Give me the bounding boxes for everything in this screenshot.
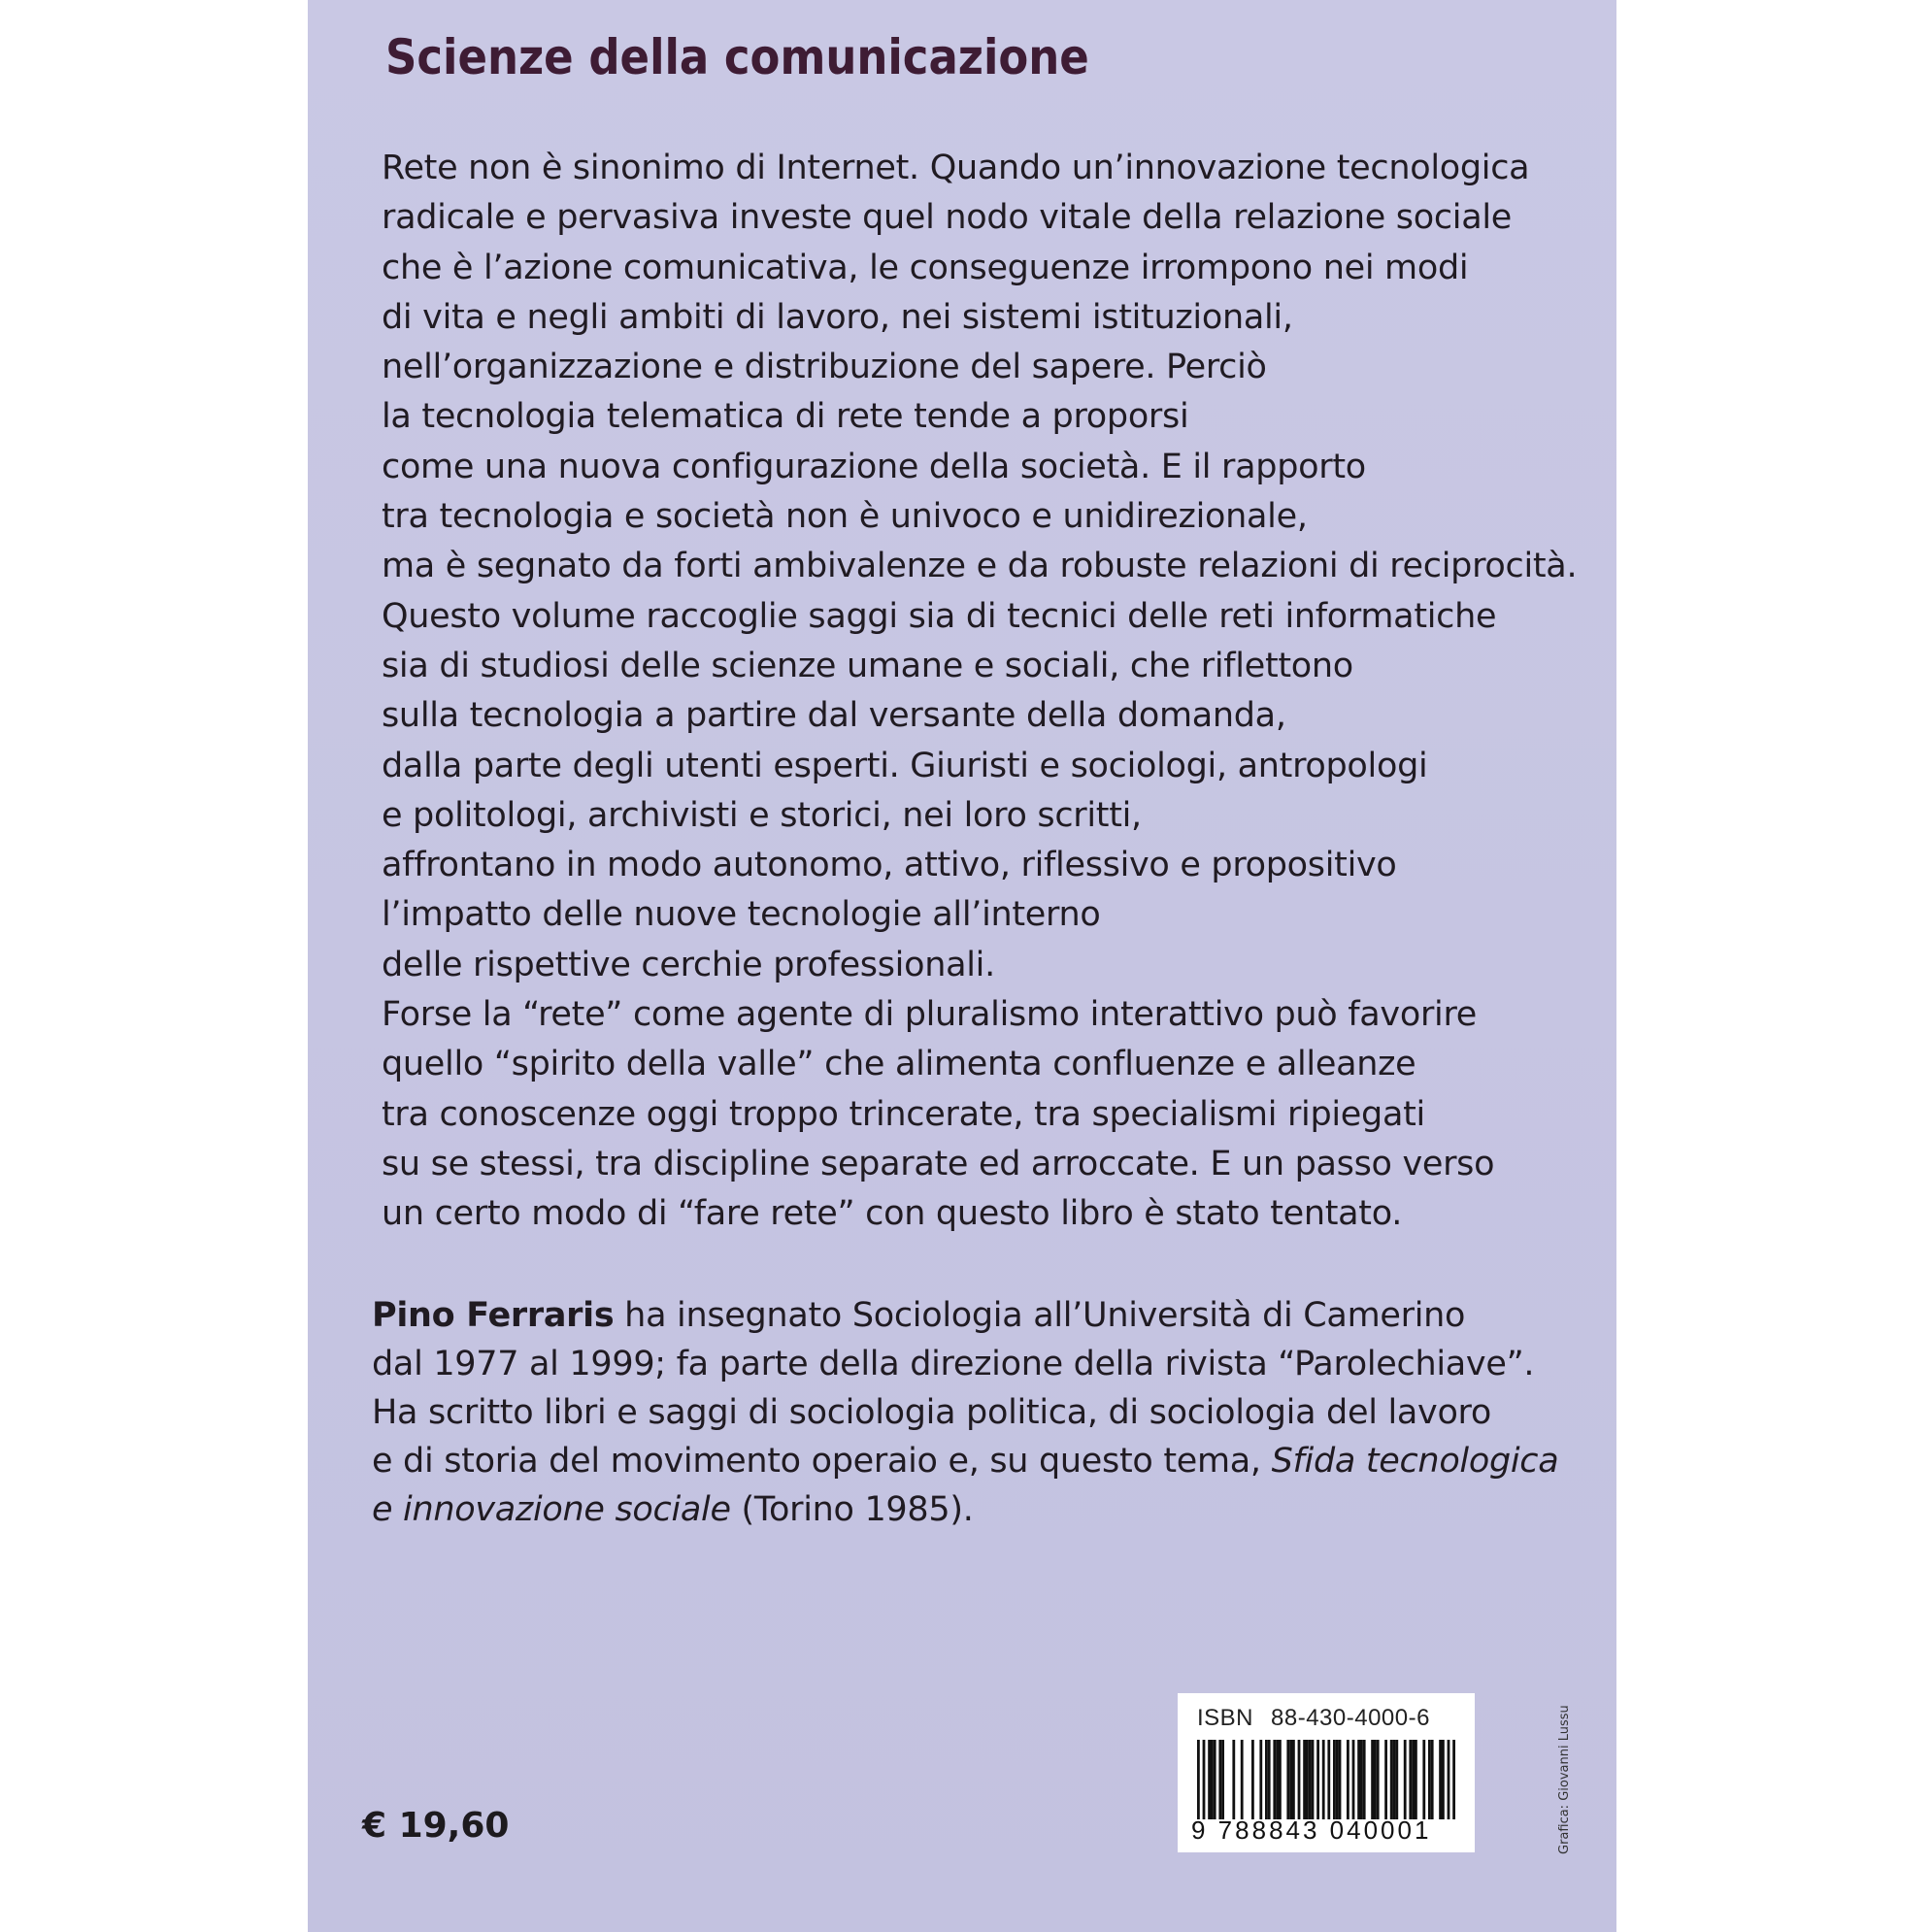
barcode-bar — [1279, 1740, 1282, 1819]
blurb-line: Rete non è sinonimo di Internet. Quando un’innovazione tecnologica — [382, 149, 1530, 187]
blurb-line: e politologi, archivisti e storici, nei loro scritti, — [382, 795, 1142, 835]
barcode-bar — [1415, 1740, 1417, 1819]
barcode-bar — [1312, 1740, 1315, 1819]
barcode-bar — [1265, 1740, 1268, 1819]
barcode-bar — [1422, 1740, 1425, 1819]
blurb-line: un certo modo di “fare rete” con questo libro è stato tentato. — [382, 1194, 1403, 1234]
blurb-line: dalla parte degli utenti esperti. Giuristi e sociologi, antropologi — [382, 746, 1428, 785]
blurb-line: su se stessi, tra discipline separate ed arroccate. E un passo verso — [382, 1144, 1495, 1183]
barcode-bar — [1286, 1740, 1289, 1819]
blurb-line: Forse la “rete” come agente di pluralismo interattivo può favorire — [382, 995, 1478, 1035]
barcode-bar — [1251, 1740, 1254, 1819]
blurb-line: ma è segnato da forti ambivalenze e da robuste relazioni di reciprocità. — [382, 547, 1578, 586]
book-title: e innovazione sociale — [372, 1490, 731, 1529]
barcode-bar — [1439, 1740, 1442, 1819]
barcode-bar — [1208, 1740, 1211, 1819]
barcode-bar — [1292, 1740, 1295, 1819]
bio-text: (Torino 1985). — [730, 1490, 974, 1529]
barcode-bar — [1452, 1740, 1455, 1819]
barcode-bar — [1214, 1740, 1216, 1819]
barcode-bar — [1360, 1740, 1363, 1819]
isbn-label: ISBN — [1197, 1705, 1254, 1731]
barcode-bar — [1442, 1740, 1445, 1819]
barcode-bar — [1393, 1740, 1396, 1819]
barcode-bar — [1431, 1740, 1434, 1819]
bio-line — [372, 1485, 1556, 1534]
barcode-bar — [1316, 1740, 1319, 1819]
barcode-bar — [1203, 1740, 1206, 1819]
barcode-bar — [1197, 1740, 1200, 1819]
barcode-bar — [1412, 1740, 1415, 1819]
barcode-bar — [1336, 1740, 1339, 1819]
blurb-line: sulla tecnologia a partire dal versante della domanda, — [382, 696, 1286, 736]
blurb-text — [382, 144, 1578, 1240]
barcode-bar — [1298, 1740, 1301, 1819]
design-credit: Grafica: Giovanni Lussu — [1557, 1705, 1572, 1854]
barcode-bar — [1371, 1740, 1374, 1819]
blurb-line: tra tecnologia e società non è univoco e unidirezionale, — [382, 497, 1308, 537]
bio-text: ha insegnato Sociologia all’Università di Camerino — [614, 1296, 1466, 1335]
barcode-bar — [1327, 1740, 1330, 1819]
blurb-line: nell’organizzazione e distribuzione del sapere. Perciò — [382, 348, 1267, 387]
barcode-bar — [1390, 1740, 1393, 1819]
bio-line — [372, 1291, 1556, 1340]
bio-line — [372, 1437, 1559, 1485]
barcode-bar — [1322, 1740, 1325, 1819]
barcode-bar — [1268, 1740, 1271, 1819]
book-title: Sfida tecnologica — [1271, 1442, 1559, 1481]
blurb-line: sia di studiosi delle scienze umane e sociali, che riflettono — [382, 646, 1353, 685]
barcode-bar — [1218, 1740, 1221, 1819]
series-title: Scienze della comunicazione — [385, 29, 1089, 85]
barcode-bar — [1306, 1740, 1309, 1819]
blurb-line: che è l’azione comunicativa, le conseguenze irrompono nei modi — [382, 248, 1469, 287]
barcode-bar — [1448, 1740, 1450, 1819]
barcode-bar — [1232, 1740, 1235, 1819]
bio-line: dal 1977 al 1999; fa parte della direzione della rivista “Parolechiave”. — [372, 1345, 1535, 1383]
book-back-cover — [308, 0, 1616, 1932]
price: € 19,60 — [362, 1806, 510, 1846]
barcode-bar — [1374, 1740, 1377, 1819]
isbn-number: 88-430-4000-6 — [1271, 1705, 1430, 1731]
ean-digits: 9 788843 040001 — [1191, 1815, 1432, 1845]
blurb-line: l’impatto delle nuove tecnologie all’interno — [382, 895, 1101, 935]
barcode-bar — [1395, 1740, 1398, 1819]
blurb-line: come una nuova configurazione della società. E il rapporto — [382, 447, 1366, 486]
isbn-barcode-label — [1178, 1693, 1475, 1852]
barcode-bar — [1241, 1740, 1244, 1819]
barcode-bar — [1384, 1740, 1387, 1819]
blurb-line: tra conoscenze oggi troppo trincerate, tra specialismi ripiegati — [382, 1094, 1425, 1134]
barcode — [1197, 1740, 1455, 1819]
blurb-line: quello “spirito della valle” che alimenta confluenze e alleanze — [382, 1045, 1416, 1084]
barcode-bar — [1289, 1740, 1292, 1819]
author-name: Pino Ferraris — [372, 1296, 615, 1335]
barcode-bar — [1303, 1740, 1306, 1819]
blurb-line: radicale e pervasiva investe quel nodo vitale della relazione sociale — [382, 198, 1513, 238]
barcode-bar — [1259, 1740, 1262, 1819]
blurb-line: di vita e negli ambiti di lavoro, nei sistemi istituzionali, — [382, 297, 1293, 337]
barcode-bar — [1309, 1740, 1312, 1819]
blurb-line: delle rispettive cerchie professionali. — [382, 945, 995, 984]
barcode-bar — [1377, 1740, 1380, 1819]
barcode-bar — [1428, 1740, 1431, 1819]
barcode-bar — [1333, 1740, 1336, 1819]
author-bio — [372, 1291, 1559, 1534]
bio-line: Ha scritto libri e saggi di sociologia politica, di sociologia del lavoro — [372, 1393, 1491, 1432]
barcode-bar — [1347, 1740, 1349, 1819]
barcode-bar — [1409, 1740, 1412, 1819]
bio-text: e di storia del movimento operaio e, su questo tema, — [372, 1442, 1272, 1481]
barcode-bar — [1273, 1740, 1276, 1819]
barcode-bar — [1352, 1740, 1355, 1819]
barcode-bar — [1357, 1740, 1360, 1819]
isbn-text — [1197, 1705, 1430, 1732]
barcode-bar — [1221, 1740, 1224, 1819]
barcode-bar — [1276, 1740, 1279, 1819]
blurb-line: la tecnologia telematica di rete tende a proporsi — [382, 397, 1189, 437]
barcode-bar — [1211, 1740, 1214, 1819]
barcode-bar — [1339, 1740, 1342, 1819]
blurb-line: affrontano in modo autonomo, attivo, riflessivo e propositivo — [382, 846, 1397, 885]
barcode-bar — [1404, 1740, 1407, 1819]
blurb-line: Questo volume raccoglie saggi sia di tecnici delle reti informatiche — [382, 596, 1497, 636]
barcode-bar — [1363, 1740, 1366, 1819]
